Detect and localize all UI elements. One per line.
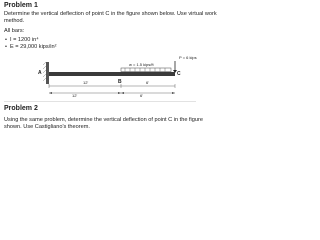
fixed-support-wall <box>46 62 49 84</box>
problem-2-statement-line-2: shown. Use Castigliano's theorem. <box>4 124 90 130</box>
problem-2-heading: Problem 2 <box>4 105 38 112</box>
distributed-load-block <box>121 68 171 72</box>
point-b-label: B <box>118 79 122 85</box>
section-divider <box>4 101 196 102</box>
problem-1-statement-line-2: method. <box>4 18 25 24</box>
dimension-bc-label: 6' <box>146 80 149 85</box>
distributed-load-arrows <box>125 68 165 72</box>
beam <box>49 72 175 76</box>
lower-dimension-left-label: 12' <box>72 93 78 98</box>
wall-hatching <box>43 62 46 81</box>
elastic-modulus-item: • E = 29,000 kips/in² <box>10 44 57 51</box>
dimension-ab-label: 12' <box>83 80 89 85</box>
all-bars-label: All bars: <box>4 28 25 34</box>
point-a-label: A <box>38 70 42 76</box>
lower-dimension-right-label: 6' <box>140 93 143 98</box>
problem-2-statement-line-1: Using the same problem, determine the vertical deflection of point C in the figure <box>4 117 203 123</box>
moment-of-inertia-item: • I = 1200 in⁴ <box>10 37 39 44</box>
problem-1-statement-line-1: Determine the vertical deflection of point C in the figure shown below. Use virtual work <box>4 11 217 17</box>
distributed-load-label: w = 1.5 kips/ft <box>129 62 154 67</box>
problem-1-heading: Problem 1 <box>4 2 38 9</box>
point-c-label: C <box>177 71 181 77</box>
point-load-label: P = 6 kips <box>179 55 197 60</box>
